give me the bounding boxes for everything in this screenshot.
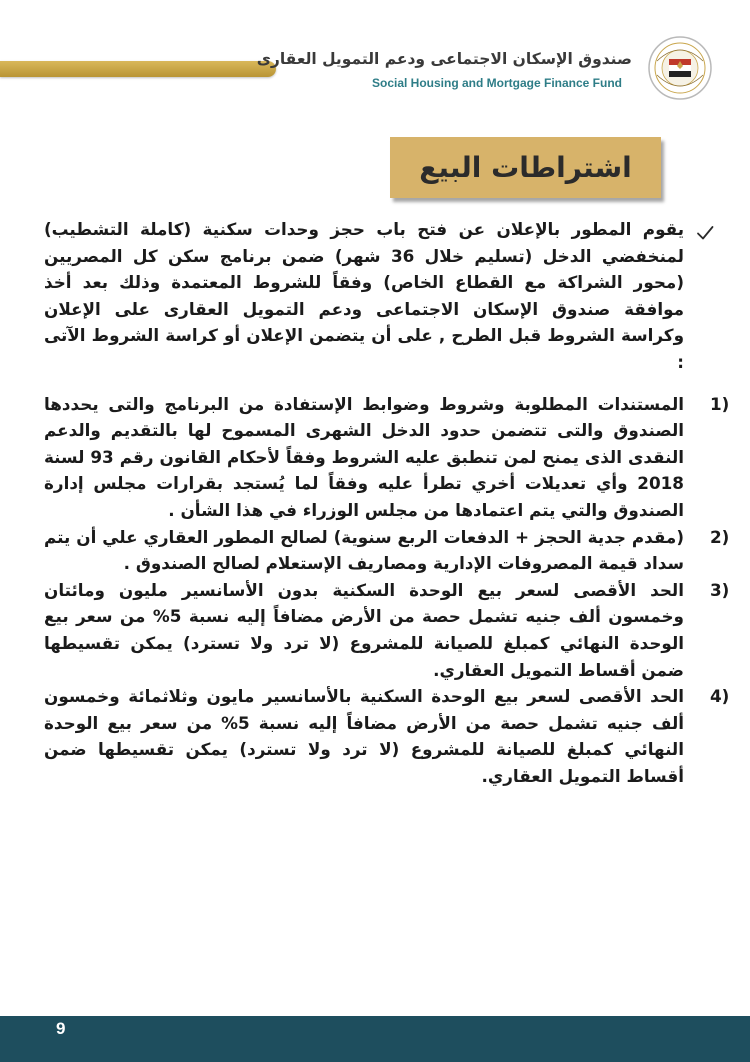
org-name-english: Social Housing and Mortgage Finance Fund xyxy=(371,76,622,90)
list-item xyxy=(44,391,730,524)
page-number: 9 xyxy=(56,1019,66,1038)
header-accent-bar xyxy=(0,61,276,77)
item-number: 1) xyxy=(710,393,730,414)
item-text: المستندات المطلوبة وشروط وضوابط الإستفادة من البرنامج والتى يحددها الصندوق والتى تتضمن حدود الدخل الشهرى المسموح لها بالتقديم والدعم النقدى الذى يمنح لمن تنطبق عليه الشروط وفقاً لأحكام القانون رقم 93 لسنة 2018 وأي تعديلات أخري تطرأ عليه وفقاً لما يُستجد بقرارات مجلس إدارة الصندوق والتي يتم اعتمادها من مجلس الوزراء في هذا الشأن . xyxy=(44,393,684,520)
item-number: 2) xyxy=(710,526,730,547)
org-name-arabic: صندوق الإسكان الاجتماعى ودعم التمويل العقارى xyxy=(256,50,632,68)
item-number: 4) xyxy=(710,686,730,707)
item-text: الحد الأقصى لسعر بيع الوحدة السكنية بدون الأسانسير مليون ومائتان وخمسون ألف جنيه تشمل حصة من الأرض مضافاً إليه نسبة 5% من سعر بيع الوحدة النهائي كمبلغ للصيانة للمشروع (لا ترد ولا تسترد) يمكن تقسيطها ضمن أقساط التمويل العقاري. xyxy=(44,579,684,680)
checkmark-icon xyxy=(696,224,714,242)
conditions-body xyxy=(44,216,730,789)
list-item xyxy=(44,683,730,789)
conditions-list xyxy=(44,391,730,790)
item-number: 3) xyxy=(710,579,730,600)
footer-bar xyxy=(0,1016,750,1062)
intro-paragraph: يقوم المطور بالإعلان عن فتح باب حجز وحدات سكنية (كاملة التشطيب) لمنخفضي الدخل (تسليم خلال 36 شهر) ضمن برنامج سكن كل المصريين (محور الشراكة مع القطاع الخاص) وفقاً للشروط المعتمدة وذلك بعد أخذ موافقة صندوق الإسكان الاجتماعى ودعم التمويل العقارى على الإعلان وكراسة الشروط قبل الطرح , على أن يتضمن الإعلان أو كراسة الشروط الآتى : xyxy=(44,219,684,372)
list-item xyxy=(44,524,730,577)
item-text: الحد الأقصى لسعر بيع الوحدة السكنية بالأسانسير مايون وثلاثمائة وخمسون ألف جنيه تشمل حصة من الأرض مضافاً إليه نسبة 5% من سعر بيع الوحدة النهائي كمبلغ للصيانة للمشروع (لا ترد ولا تسترد) يمكن تقسيطها ضمن أقساط التمويل العقاري. xyxy=(44,686,684,786)
list-item xyxy=(44,577,730,683)
fund-seal-icon xyxy=(647,35,713,101)
section-title: اشتراطات البيع xyxy=(419,151,632,184)
item-text: (مقدم جدية الحجز + الدفعات الربع سنوية) لصالح المطور العقاري علي أن يتم سداد قيمة المصروفات الإدارية ومصاريف الإستعلام لصالح الصندوق . xyxy=(44,526,684,574)
section-title-box xyxy=(390,137,661,198)
